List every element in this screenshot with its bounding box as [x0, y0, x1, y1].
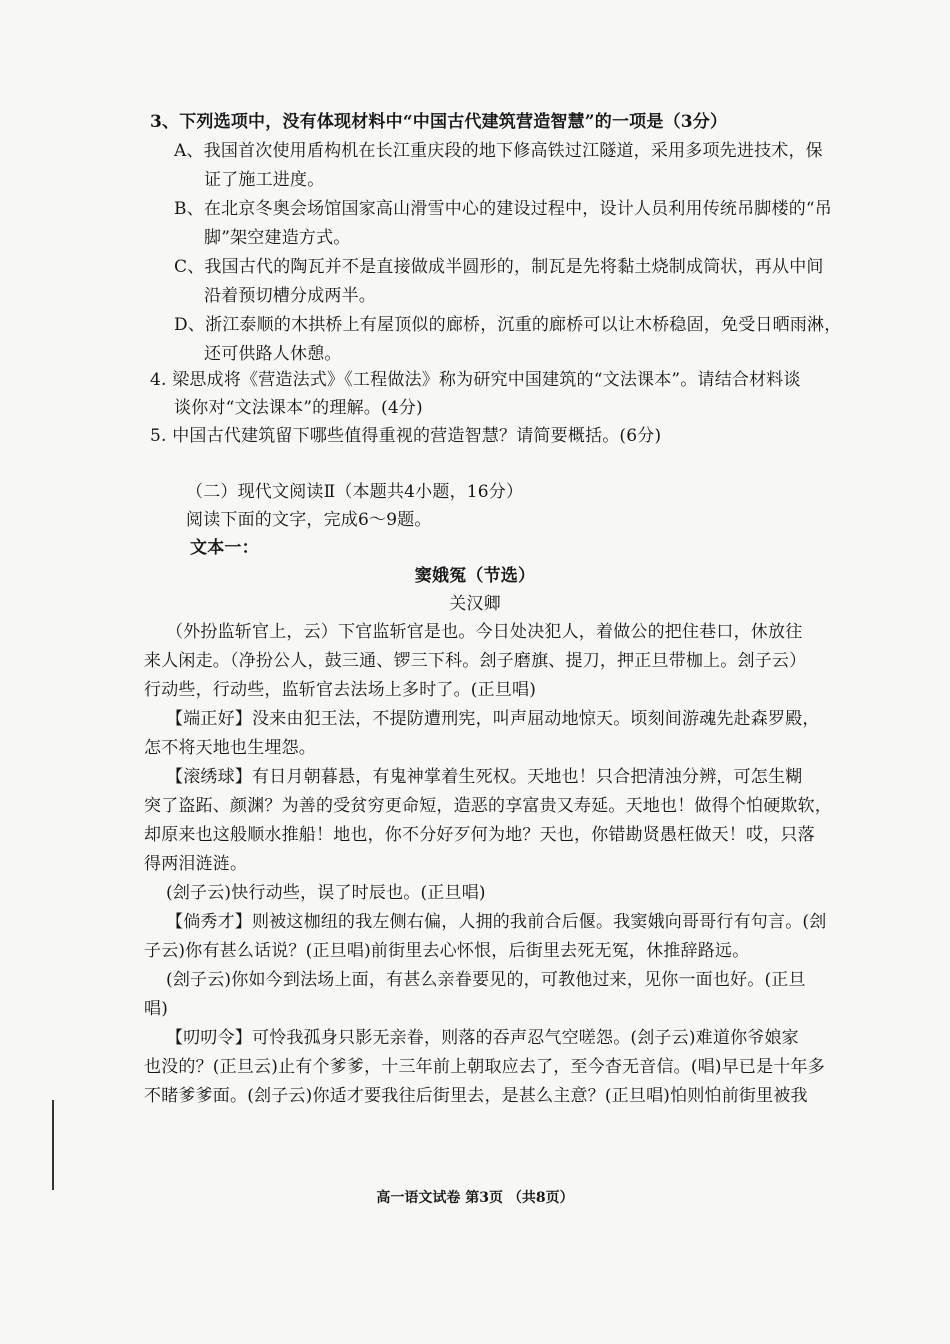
passage-p4: (刽子云)快行动些，误了时辰也。(正旦唱) [166, 883, 486, 903]
passage-p3-line3: 却原来也这般顺水推船！地也，你不分好歹何为地？天也，你错勘贤愚枉做天！哎，只落 [144, 825, 815, 845]
q3-option-d-line2: 还可供路人休憩。 [204, 344, 342, 364]
q3-option-d-line1: D、浙江泰顺的木拱桥上有屋顶似的廊桥，沉重的廊桥可以让木桥稳固，免受日晒雨淋， [174, 315, 842, 335]
q3-option-b-line2: 脚”架空建造方式。 [204, 228, 351, 248]
passage-p5-line1: 【倘秀才】则被这枷纽的我左侧右偏，人拥的我前合后偃。我窦娥向哥哥行有句言。(刽 [166, 912, 827, 932]
passage-p6-line1: (刽子云)你如今到法场上面，有甚么亲眷要见的，可教他过来，见你一面也好。(正旦 [166, 970, 806, 990]
passage-p5-line2: 子云)你有甚么话说？(正旦唱)前街里去心怀恨，后街里去死无冤，休推辞路远。 [144, 941, 750, 961]
q3-option-a-line1: A、我国首次使用盾构机在长江重庆段的地下修高铁过江隧道，采用多项先进技术，保 [174, 141, 823, 161]
passage-p3-line2: 突了盗跖、颜渊？为善的受贫穷更命短，造恶的享富贵又寿延。天地也！做得个怕硬欺软， [144, 796, 832, 816]
passage-p2-line2: 怎不将天地也生埋怨。 [144, 738, 316, 758]
passage-p6-line2: 唱) [144, 999, 169, 1019]
page-footer: 高一语文试卷 第3页 （共8页） [376, 1190, 574, 1206]
passage-p3-line4: 得两泪涟涟。 [144, 854, 248, 874]
section-instruction: 阅读下面的文字，完成6～9题。 [186, 510, 432, 530]
question-5: 5. 中国古代建筑留下哪些值得重视的营造智慧？请简要概括。(6分) [150, 426, 662, 446]
passage-p7-line2: 也没的？(正旦云)止有个爹爹，十三年前上朝取应去了，至今杳无音信。(唱)早已是十年多 [144, 1057, 825, 1077]
passage-title: 窦娥冤（节选） [414, 566, 536, 586]
q3-option-c-line1: C、我国古代的陶瓦并不是直接做成半圆形的，制瓦是先将黏土烧制成筒状，再从中间 [174, 257, 824, 277]
passage-p1-line1: （外扮监斩官上，云）下官监斩官是也。今日处决犯人，着做公的把住巷口，休放往 [166, 622, 803, 642]
passage-author: 关汉卿 [449, 594, 501, 614]
text-label: 文本一： [190, 538, 259, 558]
section-heading: （二）现代文阅读Ⅱ（本题共4小题，16分） [186, 482, 524, 502]
q3-option-b-line1: B、在北京冬奥会场馆国家高山滑雪中心的建设过程中，设计人员利用传统吊脚楼的“吊 [174, 199, 832, 219]
question-3-stem: 3、下列选项中，没有体现材料中“中国古代建筑营造智慧”的一项是（3分） [150, 112, 728, 132]
passage-p1-line2: 来人闲走。（净扮公人，鼓三通、锣三下科。刽子磨旗、提刀，押正旦带枷上。刽子云） [144, 651, 807, 671]
passage-p7-line3: 不睹爹爹面。(刽子云)你适才要我往后街里去，是甚么主意？(正旦唱)怕则怕前街里被我 [144, 1086, 808, 1106]
q3-option-a-line2: 证了施工进度。 [204, 170, 325, 190]
scan-edge-mark [52, 1100, 54, 1190]
q3-option-c-line2: 沿着预切槽分成两半。 [204, 286, 376, 306]
passage-p1-line3: 行动些，行动些，监斩官去法场上多时了。(正旦唱) [144, 680, 537, 700]
passage-p3-line1: 【滚绣球】有日月朝暮悬，有鬼神掌着生死权。天地也！只合把清浊分辨，可怎生糊 [166, 767, 803, 787]
passage-p7-line1: 【叨叨令】可怜我孤身只影无亲眷，则落的吞声忍气空嗟怨。(刽子云)难道你爷娘家 [166, 1028, 799, 1048]
question-4-line2: 谈你对“文法课本”的理解。(4分) [174, 398, 423, 418]
question-4-line1: 4. 梁思成将《营造法式》《工程做法》称为研究中国建筑的“文法课本”。请结合材料谈 [150, 370, 801, 390]
passage-p2-line1: 【端正好】没来由犯王法，不提防遭刑宪，叫声屈动地惊天。顷刻间游魂先赴森罗殿， [166, 709, 820, 729]
